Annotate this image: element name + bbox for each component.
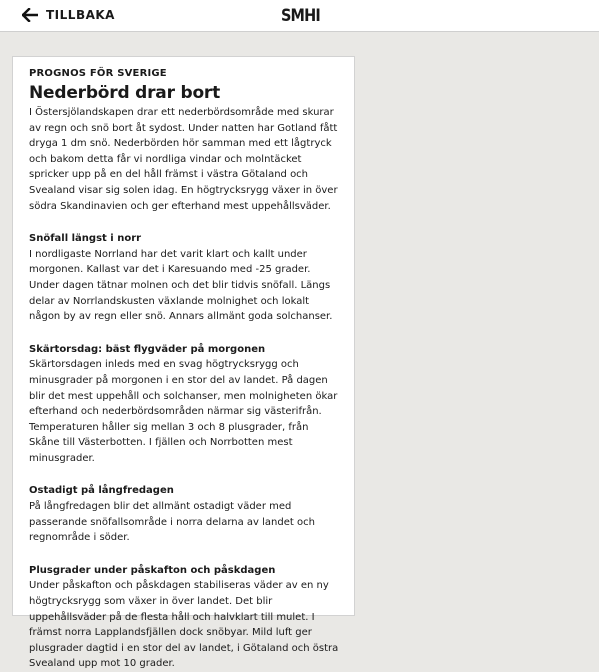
- back-button[interactable]: [22, 8, 115, 22]
- top-bar: [0, 0, 599, 32]
- arrow-left-icon: [22, 8, 38, 22]
- section-text: På långfredagen blir det allmänt ostadigt väder med passerande snöfallsområde i norra delarna av landet och regnområde i söder.: [29, 501, 315, 544]
- section-text: I nordligaste Norrland har det varit klart och kallt under morgonen. Kallast var det i Karesuando med -25 grader. Under dagen tätnar molnen och det blir tidvis snöfall. Längs delar av Norrlandskusten växlande molnighet och lokalt någon by av regn eller snö. Annars allmänt goda solchanser.: [29, 248, 333, 323]
- section-title: Ostadigt på långfredagen: [29, 485, 174, 497]
- smhi-logo[interactable]: SMHI: [281, 6, 320, 26]
- article-card: [12, 56, 355, 670]
- section-text: Under påskafton och påskdagen stabiliseras väder av en ny högtrycksrygg som växer in över landet. Det blir uppehållsväder på de flesta håll och halvklart till mulet. I främst norra Lapplandsfjällen dock snöbyar. Mild luft ger plusgrader dagtid i en stor del av landet, i Götaland och östra Svealand upp mot 10 grader.: [29, 580, 339, 670]
- article-intro: I Östersjölandskapen drar ett nederbördsområde med skurar av regn och snö bort åt sydost. Under natten har Gotland fått dryga 1 dm snö. Nederbörden hör samman med ett lågtryck och bakom detta får vi nordliga vindar och molntäcket spricker upp på en del håll främst i västra Götaland och Svealand visar sig solen idag. En högtrycksrygg växer in över södra Skandinavien och ger efterhand mest uppehållsväder.: [29, 107, 338, 212]
- section-text: Skärtorsdagen inleds med en svag högtrycksrygg och minusgrader på morgonen i en stor del av landet. På dagen blir det mest uppehåll och solchanser, men molnigheten ökar efterhand och nederbördsområden närmar sig västerifrån. Temperaturen håller sig mellan 3 och 8 plusgrader, från Skåne till Västerbotten. I fjällen och Norrbotten mest minusgrader.: [29, 359, 338, 464]
- section-title: Plusgrader under påskafton och påskdagen: [29, 564, 276, 576]
- section-title: Snöfall längst i norr: [29, 233, 142, 245]
- article-title: Nederbörd drar bort: [29, 83, 221, 103]
- article-kicker: PROGNOS FÖR SVERIGE: [29, 68, 167, 79]
- section-title: Skärtorsdag: bäst flygväder på morgonen: [29, 343, 266, 355]
- back-label: TILLBAKA: [46, 8, 115, 22]
